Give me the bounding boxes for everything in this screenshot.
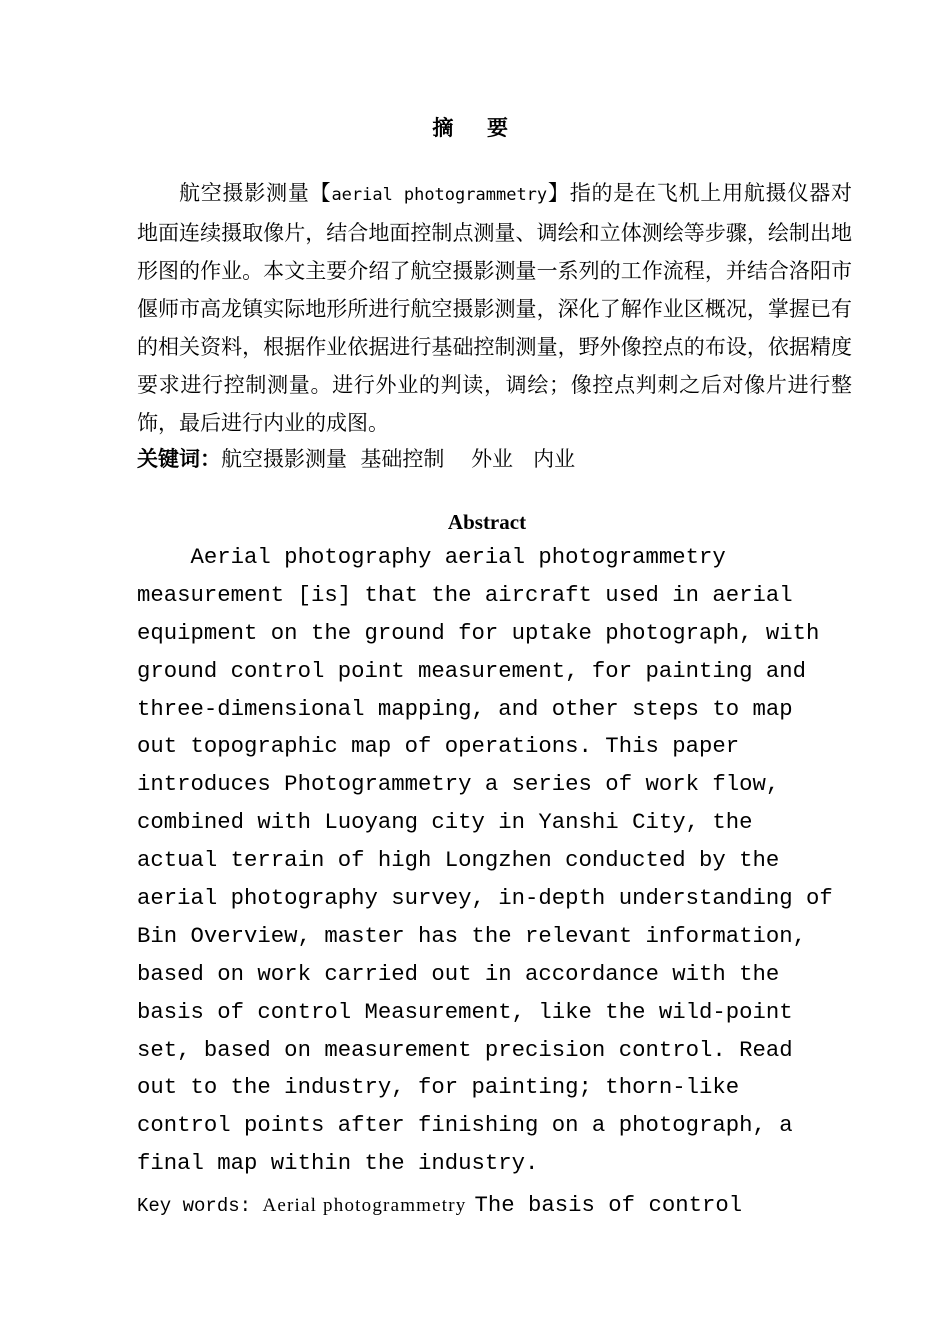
english-abstract-line: measurement [is] that the aircraft used in aerial <box>137 581 793 608</box>
english-abstract-line: basis of control Measurement, like the wild-point <box>137 998 793 1025</box>
chinese-abstract-title: 摘要 <box>432 115 542 140</box>
english-abstract-line: three-dimensional mapping, and other steps to map <box>137 695 793 722</box>
chinese-abstract-text-start: 航空摄影测量【 <box>179 181 332 205</box>
chinese-abstract-inline-english: aerial photogrammetry <box>331 185 548 205</box>
english-abstract-line: combined with Luoyang city in Yanshi City, the <box>137 809 753 836</box>
english-keywords-label: Key words <box>137 1195 240 1217</box>
english-abstract-line: out topographic map of operations. This paper <box>137 733 740 760</box>
english-abstract-line: set, based on measurement precision control. Read <box>137 1036 793 1063</box>
english-abstract-line: control points after finishing on a photograph, a <box>137 1112 793 1139</box>
english-abstract-line: ground control point measurement, for painting and <box>137 657 807 684</box>
english-abstract-line: Aerial photography aerial photogrammetry <box>137 544 726 570</box>
english-abstract-line: equipment on the ground for uptake photograph, with <box>137 619 820 646</box>
english-keyword: The basis of control <box>474 1192 743 1218</box>
english-abstract-title: Abstract <box>447 510 527 534</box>
english-abstract-line: aerial photography survey, in-depth understanding of <box>137 885 833 912</box>
english-abstract-body <box>137 539 852 1183</box>
english-keywords <box>137 1188 852 1224</box>
chinese-keyword: 内业 <box>533 447 576 471</box>
english-abstract-line: Bin Overview, master has the relevant information, <box>137 922 807 949</box>
english-abstract-line: final map within the industry. <box>137 1150 539 1177</box>
english-abstract-line: out to the industry, for painting; thorn-like <box>137 1074 740 1101</box>
english-keyword: Aerial photogrammetry <box>262 1195 467 1216</box>
english-abstract-line: introduces Photogrammetry a series of work flow, <box>137 771 780 798</box>
chinese-keyword: 外业 <box>471 447 514 471</box>
english-abstract-line: based on work carried out in accordance with the <box>137 960 780 987</box>
chinese-keyword: 航空摄影测量 <box>221 447 347 471</box>
chinese-keywords-label: 关键词： <box>137 446 221 471</box>
english-keywords-separator: : <box>239 1195 263 1217</box>
chinese-keywords <box>137 441 852 477</box>
chinese-keyword: 基础控制 <box>360 447 445 471</box>
chinese-abstract-body <box>137 174 852 442</box>
chinese-abstract-text-rest: 】指的是在飞机上用航摄仪器对地面连续摄取像片，结合地面控制点测量、调绘和立体测绘等步骤，绘制出地形图的作业。本文主要介绍了航空摄影测量一系列的工作流程，并结合洛阳市偃师市高龙镇实际地形所进行航空摄影测量，深化了解作业区概况，掌握已有的相关资料，根据作业依据进行基础控制测量，野外像控点的布设，依据精度要求进行控制测量。进行外业的判读，调绘；像控点判刺之后对像片进行整饰，最后进行内业的成图。 <box>137 181 853 435</box>
english-abstract-line: actual terrain of high Longzhen conducted by the <box>137 847 780 874</box>
